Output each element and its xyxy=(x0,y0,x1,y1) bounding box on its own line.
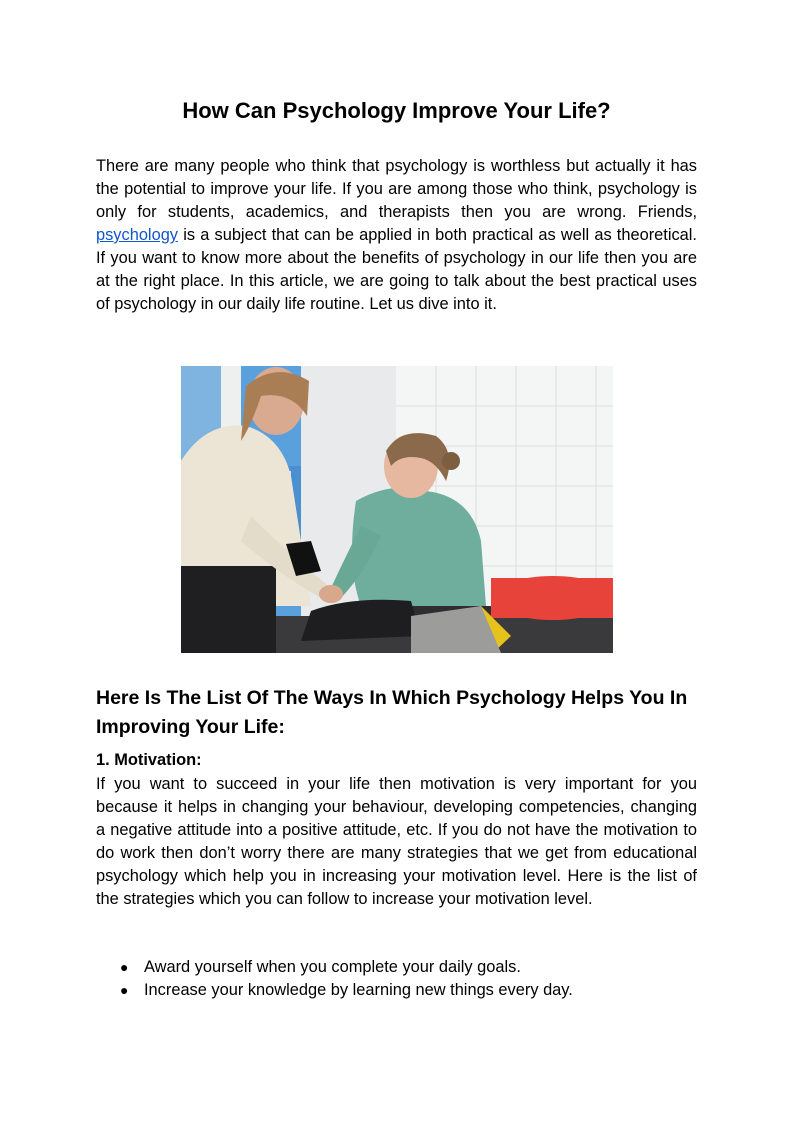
motivation-paragraph: If you want to succeed in your life then motivation is very important for you because it helps in changing your behaviour, developing competencies, changing a negative attitude into a positive attitude, etc. If you do not have the motivation to do work then don’t worry there are many strategies that we get from educational psychology which help you in increasing your motivation level. Here is the list of the strategies which you can follow to increase your motivation level. xyxy=(96,775,697,908)
intro-text-after-link: is a subject that can be applied in both practical as well as theoretical. If you want to know more about the benefits of psychology in our life then you are at the right place. In this article, we are going to talk about the best practical uses of psychology in our daily life routine. Let us dive into it. xyxy=(96,226,697,313)
therapy-session-photo xyxy=(181,366,613,653)
psychology-link[interactable]: psychology xyxy=(96,226,179,244)
section-heading-motivation: 1. Motivation: xyxy=(96,751,202,769)
page-title: How Can Psychology Improve Your Life? xyxy=(182,98,611,123)
list-item xyxy=(96,956,697,979)
intro-paragraph xyxy=(96,155,697,316)
list-item-text: Award yourself when you complete your daily goals. xyxy=(144,958,521,976)
bullet-icon: ● xyxy=(120,982,129,998)
intro-text-before-link: There are many people who think that psychology is worthless but actually it has the potential to improve your life. If you are among those who think, psychology is only for students, academics, and therapists then you are wrong. Friends, xyxy=(96,157,697,221)
list-heading: Here Is The List Of The Ways In Which Psychology Helps You In Improving Your Life: xyxy=(96,687,688,738)
list-item xyxy=(96,979,697,1002)
strategy-list xyxy=(96,956,697,1002)
bullet-icon: ● xyxy=(120,959,129,975)
list-item-text: Increase your knowledge by learning new things every day. xyxy=(144,981,573,999)
